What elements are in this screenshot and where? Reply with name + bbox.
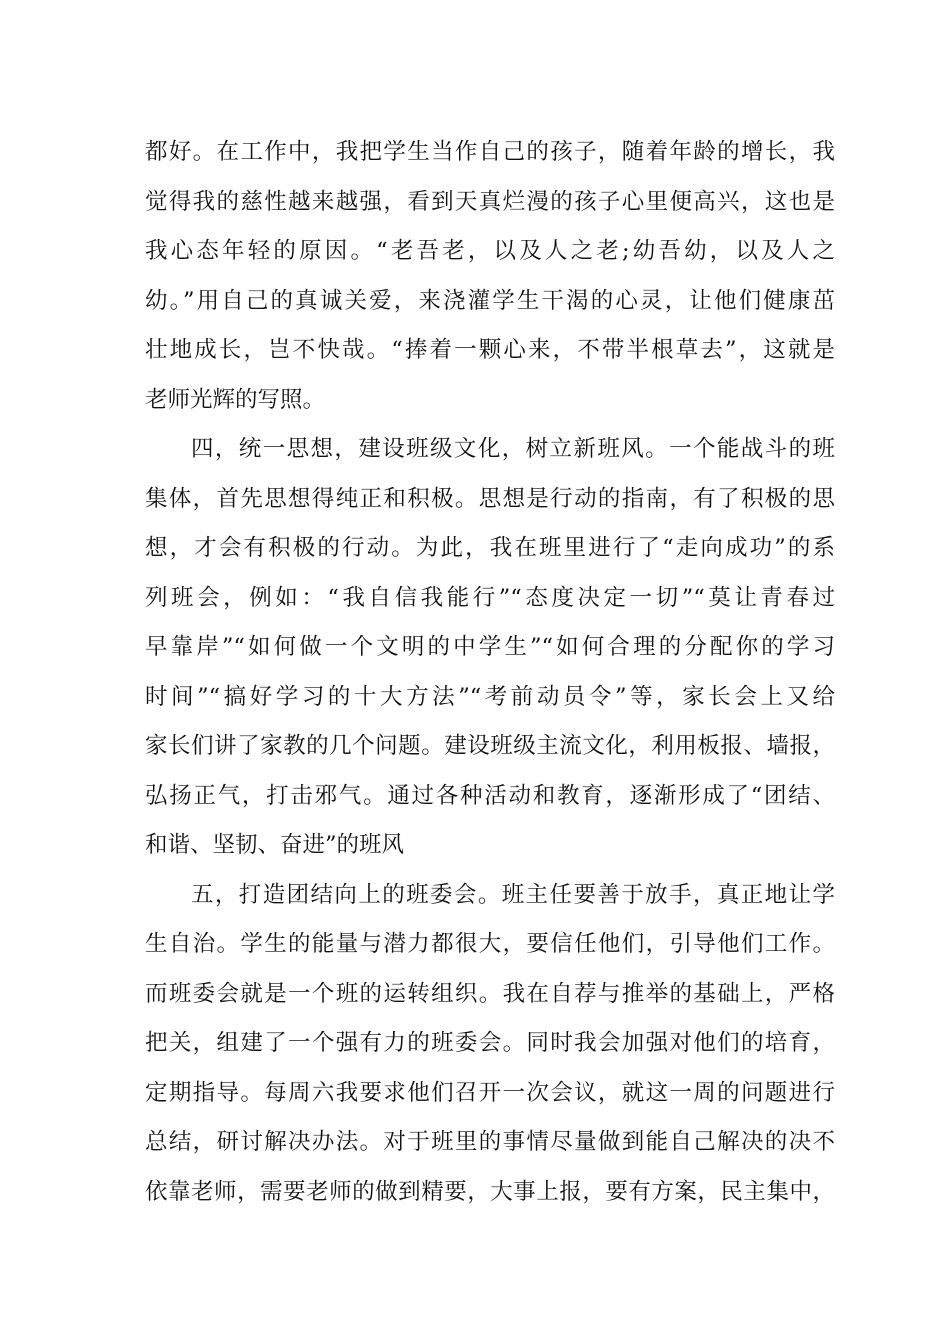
text-line: 老师光辉的写照。 <box>145 386 326 413</box>
text-line: 定期指导。每周六我要求他们召开一次会议，就这一周的问题进行 <box>145 1079 835 1106</box>
text-line: 生自治。学生的能量与潜力都很大，要信任他们，引导他们工作。 <box>145 931 835 957</box>
text-line: 家长们讲了家教的几个问题。建设班级主流文化，利用板报、墙报， <box>145 733 835 759</box>
text-line: 和谐、坚韧、奋进”的班风 <box>145 832 405 858</box>
text-line: 都好。在工作中，我把学生当作自己的孩子，随着年龄的增长，我 <box>145 139 835 165</box>
text-line: 想，才会有积极的行动。为此，我在班里进行了“走向成功”的系 <box>145 535 835 561</box>
text-line: 早靠岸”“如何做一个文明的中学生”“如何合理的分配你的学习 <box>145 634 835 660</box>
text-line: 总结，研讨解决办法。对于班里的事情尽量做到能自己解决的决不 <box>145 1129 835 1155</box>
body-text <box>145 128 835 1217</box>
paragraph-4-first-line: 四，统一思想，建设班级文化，树立新班风。一个能战斗的班 <box>191 436 835 462</box>
text-line: 幼。”用自己的真诚关爱，来浇灌学生干渴的心灵，让他们健康茁 <box>145 287 835 314</box>
paragraph-5-first-line: 五，打造团结向上的班委会。班主任要善于放手，真正地让学 <box>191 881 835 908</box>
text-line: 壮地成长，岂不快哉。“捧着一颗心来，不带半根草去”，这就是 <box>145 337 835 363</box>
text-line: 而班委会就是一个班的运转组织。我在自荐与推举的基础上，严格 <box>145 980 835 1007</box>
text-line: 集体，首先思想得纯正和积极。思想是行动的指南，有了积极的思 <box>145 485 835 512</box>
text-line: 弘扬正气，打击邪气。通过各种活动和教育，逐渐形成了“团结、 <box>145 782 835 809</box>
text-line: 觉得我的慈性越来越强，看到天真烂漫的孩子心里便高兴，这也是 <box>145 188 835 215</box>
text-line: 依靠老师，需要老师的做到精要，大事上报，要有方案，民主集中， <box>145 1178 835 1205</box>
text-line: 把关，组建了一个强有力的班委会。同时我会加强对他们的培育， <box>145 1030 835 1056</box>
text-line: 我心态年轻的原因。“老吾老，以及人之老;幼吾幼，以及人之 <box>145 238 835 264</box>
text-line: 列班会，例如：“我自信我能行”“态度决定一切”“莫让青春过 <box>145 584 835 611</box>
text-line: 时间”“搞好学习的十大方法”“考前动员令”等，家长会上又给 <box>145 683 835 710</box>
